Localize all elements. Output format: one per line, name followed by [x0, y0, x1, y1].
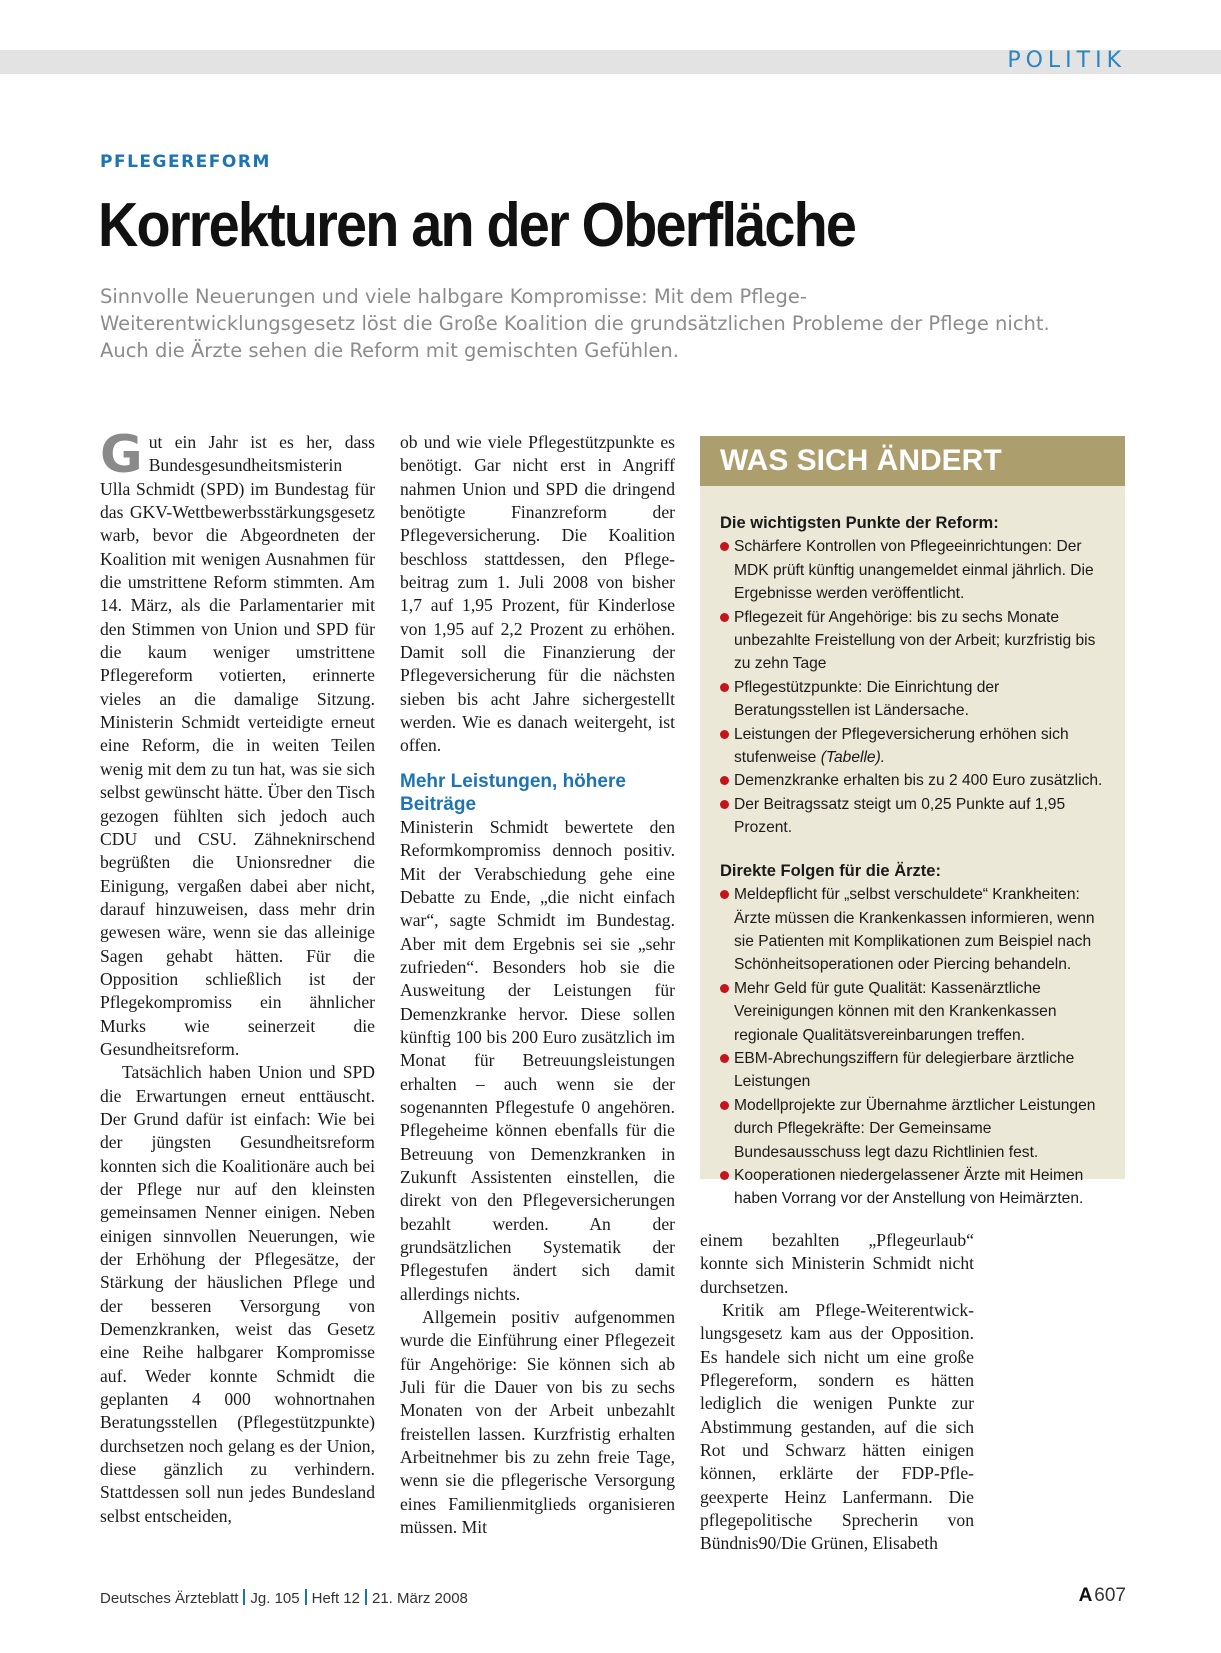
- issue: Heft 12: [311, 1590, 360, 1607]
- list-item: Demenzkranke erhalten bis zu 2 400 Euro zusätzlich.: [720, 769, 1105, 792]
- article-lead: Sinnvolle Neuerungen und viele halbgare Kompromisse: Mit dem Pflege-Weiterentwicklungsgesetz löst die Große Koalition die grundsätzlichen Probleme der Pflege nicht. Auch die Ärzte sehen die Reform mit gemischten Gefühlen.: [100, 285, 1050, 362]
- drop-cap: G: [100, 425, 143, 485]
- paragraph: Kritik am Pflege-Weiterentwicklungsgesetz kam aus der Opposition. Es handele sich nicht um eine große Pflegereform, sondern es hätten lediglich die wenigen Punkte zur Abstimmung gestanden, auf die sich Rot und Schwarz hätten einigen können, erklärte der FDP-Pflegeexperte Heinz Lanfermann. Die pflegepolitische Sprecherin von Bündnis90/Die Grünen, Elisabeth: [700, 1300, 974, 1554]
- bullet-icon: [720, 730, 729, 739]
- bullet-icon: [720, 1054, 729, 1063]
- paragraph: Allgemein positiv aufgenommen wurde die Einführung einer Pflegezeit für Angehörige: Sie können sich ab Juli für die Dauer von bis zu sechs Monaten von der Arbeit unbezahlt freistellen lassen. Kurzfristig erhalten Arbeitnehmer bis zu zehn freie Tage, wenn sie die pflegerische Versorgung eines Familienmitglieds organisieren müssen. Mit: [400, 1307, 675, 1538]
- list-item: Mehr Geld für gute Qualität: Kassenärztliche Vereinigungen können mit den Krankenkassen regionale Qualitätsvereinbarungen treffen.: [720, 977, 1105, 1047]
- doctor-consequences-list: [720, 883, 1105, 1211]
- info-box-subheading: Direkte Folgen für die Ärzte:: [720, 861, 941, 880]
- paragraph: einem bezahlten „Pflegeurlaub“ konnte sich Ministerin Schmidt nicht durchsetzen.: [700, 1230, 974, 1297]
- bullet-icon: [720, 890, 729, 899]
- list-item: Leistungen der Pflegeversicherung erhöhen sich stufenweise (Tabelle).: [720, 723, 1105, 770]
- bullet-icon: [720, 800, 729, 809]
- bullet-icon: [720, 613, 729, 622]
- bullet-icon: [720, 683, 729, 692]
- list-item: Meldepflicht für „selbst verschuldete“ Krankheiten: Ärzte müssen die Krankenkassen informieren, wenn sie Patienten mit Komplikationen zum Beispiel nach Schönheitsoperationen oder Piercing behandeln.: [720, 883, 1105, 977]
- info-box: [700, 436, 1125, 1208]
- list-item: Pflegezeit für Angehörige: bis zu sechs Monate unbezahlte Freistellung von der Arbeit; kurzfristig bis zu zehn Tage: [720, 606, 1105, 676]
- table-reference: (Tabelle).: [820, 749, 886, 767]
- page-number: [1079, 1585, 1126, 1607]
- paragraph: Tatsächlich haben Union und SPD die Erwartungen erneut enttäuscht. Der Grund dafür ist einfach: Wie bei der jüngsten Gesundheitsreform konnten sich die Koalitionäre auch bei der Pflege nur auf den kleinsten gemeinsamen Nenner einigen. Neben einigen sinnvollen Neuerungen, wie der Erhöhung der Pflegesätze, der Stärkung der häuslichen Pflege und der besseren Versorgung von Demenzkranken, weist das Gesetz eine Reihe halbgarer Kompromisse auf. Weder konnte Schmidt die geplanten 4 000 wohnortnahen Beratungsstellen (Pflegestützpunkte) durchsetzen noch gelang es der Union, diese gänzlich zu verhindern. Stattdessen soll nun jedes Bundesland selbst entscheiden,: [100, 1062, 375, 1526]
- divider: [243, 1589, 245, 1605]
- paragraph-text: ut ein Jahr ist es her, dass Bundesgesundheitsmisterin Ulla Schmidt (SPD) im Bundestag für das GKV-Wettbewerbsstärkungsgesetz warb, bevor die Abgeordneten der Koalition mit wenigen Ausnahmen für die umstrittene Reform stimmten. Am 14. März, als die Parlamentarier mit den Stimmen von Union und SPD für die kaum weniger umstrittene Pflegereform votierten, erinnerte vieles an die damalige Sitzung. Ministerin Schmidt verteidigte erneut eine Reform, die in weiten Teilen wenig mit dem zu tun hat, was sie sich selbst gewünscht hätte. Über den Tisch gezogen fühlten sich jedoch auch CDU und CSU. Zähneknirschend begrüßten die Unionsredner die Einigung, vergaßen dabei aber nicht, darauf hinzuweisen, dass mehr drin gewesen wäre, wenn sie das alleinige Sagen gehabt hätten. Für die Opposition schließlich ist der Pflegekompromiss ein ähnlicher Murks wie seinerzeit die Gesundheitsreform.: [100, 432, 375, 1059]
- footer-citation: [100, 1589, 468, 1607]
- subheading: Mehr Leistungen, höhere Beiträge: [400, 770, 626, 815]
- paragraph: Ministerin Schmidt bewertete den Reformkompromiss dennoch positiv. Mit der Verabschiedung gehe eine Debatte zu Ende, „die nicht einfach war“, sagte Schmidt im Bundestag. Aber mit dem Ergebnis sei sie „sehr zufrieden“. Besonders hob sie die Ausweitung der Leistungen für Demenzkranke hervor. Diese sollen künftig 100 bis 200 Euro zusätzlich im Monat für Betreuungsleistungen erhalten – auch wenn sie der sogenannten Pflegestufe 0 angehören. Pflegeheime können ebenfalls für die Betreuung von Demenzkranken in Zukunft Assistenten einstellen, die direkt von den Pflegeversicherungen bezahlt werden. An der grundsätzlichen Systematik der Pflegestufen ändert sich damit allerdings nichts.: [400, 816, 675, 1304]
- list-item: Pflegestützpunkte: Die Einrichtung der Beratungsstellen ist Ländersache.: [720, 676, 1105, 723]
- bullet-icon: [720, 1101, 729, 1110]
- volume: Jg. 105: [250, 1590, 300, 1607]
- divider: [365, 1589, 367, 1605]
- issue-date: 21. März 2008: [372, 1590, 468, 1607]
- column-1: [100, 425, 375, 1528]
- list-item: Kooperationen niedergelassener Ärzte mit Heimen haben Vorrang vor der Anstellung von Heimärzten.: [720, 1164, 1105, 1211]
- column-3: [700, 1229, 974, 1556]
- list-item: Modellprojekte zur Übernahme ärztlicher Leistungen durch Pflegekräfte: Der Gemeinsame Bundesausschuss legt dazu Richtlinien fest.: [720, 1094, 1105, 1164]
- page-number-value: 607: [1094, 1585, 1126, 1606]
- article-kicker: PFLEGEREFORM: [100, 152, 271, 172]
- list-item: Der Beitragssatz steigt um 0,25 Punkte auf 1,95 Prozent.: [720, 793, 1105, 840]
- list-item: EBM-Abrechungsziffern für delegierbare ärztliche Leistungen: [720, 1047, 1105, 1094]
- section-label: POLITIK: [1007, 48, 1126, 73]
- page-prefix: A: [1078, 1585, 1093, 1606]
- list-item: Schärfere Kontrollen von Pflegeeinrichtungen: Der MDK prüft künftig unangemeldet einmal jährlich. Die Ergebnisse werden veröffentlicht.: [720, 535, 1105, 605]
- paragraph: ob und wie viele Pflegestützpunkte es benötigt. Gar nicht erst in Angriff nahmen Union und SPD die dringend benötigte Finanzreform der Pflegeversicherung. Die Koalition beschloss stattdessen, den Pflegebeitrag zum 1. Juli 2008 von bisher 1,7 auf 1,95 Prozent, für Kinderlose von 1,95 auf 2,2 Prozent zu erhöhen. Damit soll die Finanzierung der Pflegeversicherung für die nächsten sieben bis acht Jahre sichergestellt werden. Wie es danach weitergeht, ist offen.: [400, 432, 675, 756]
- reform-points-list: [720, 535, 1105, 839]
- article-title: Korrekturen an der Oberfläche: [98, 191, 856, 260]
- info-box-title: WAS SICH ÄNDERT: [700, 436, 1125, 486]
- bullet-icon: [720, 542, 729, 551]
- column-2: [400, 431, 675, 1539]
- journal-name: Deutsches Ärzteblatt: [100, 1590, 239, 1607]
- bullet-icon: [720, 776, 729, 785]
- divider: [305, 1589, 307, 1605]
- bullet-icon: [720, 1171, 729, 1180]
- info-box-body: [700, 486, 1125, 1211]
- paragraph: [100, 425, 375, 1061]
- bullet-icon: [720, 984, 729, 993]
- info-box-subheading: Die wichtigsten Punkte der Reform:: [720, 514, 999, 532]
